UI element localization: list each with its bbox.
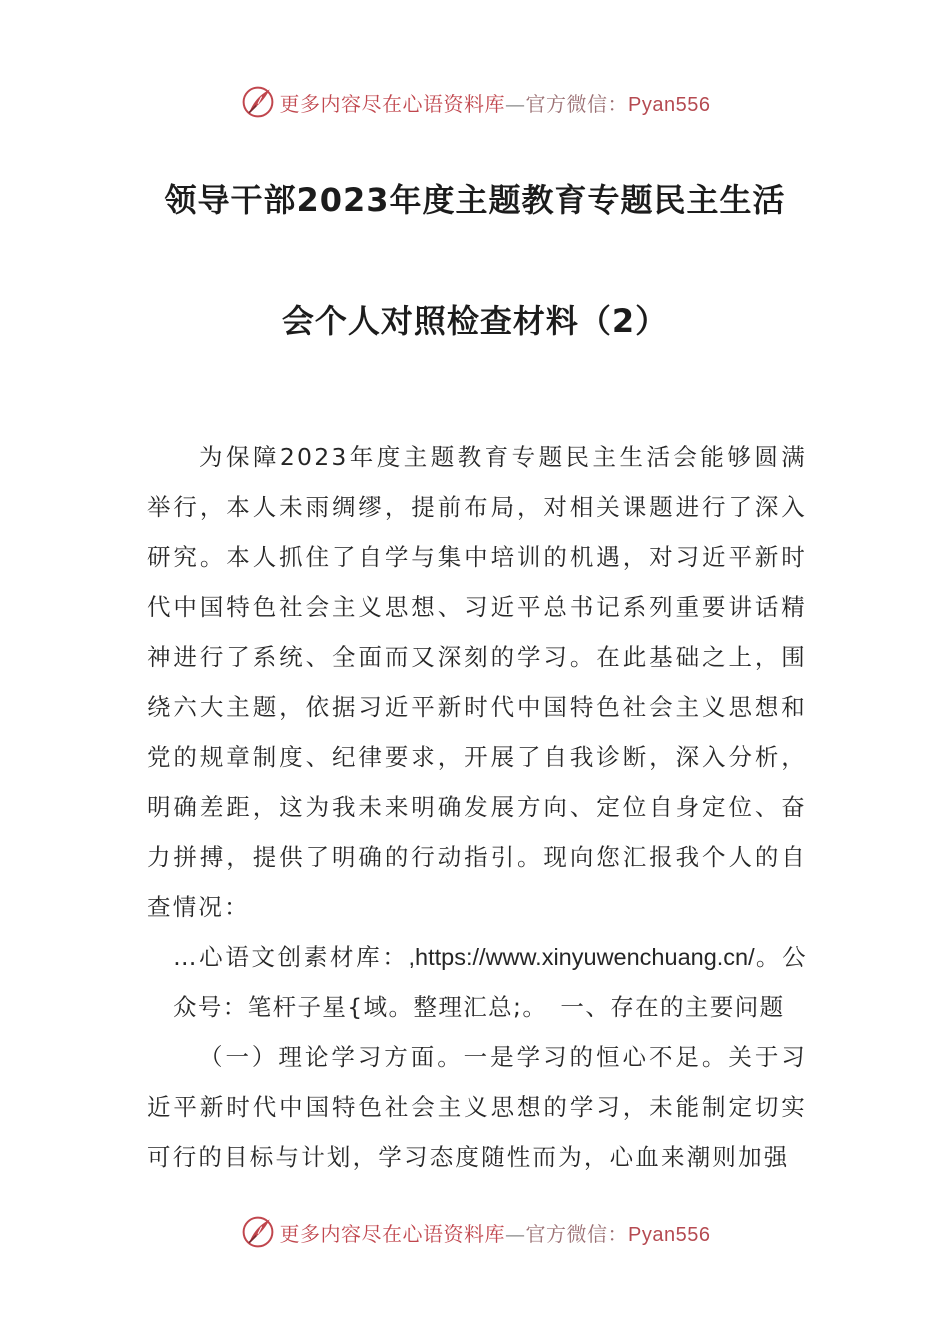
watermark-account: Pyan556 (628, 93, 711, 116)
document-body (147, 432, 807, 1182)
source-suffix: 。公众号：笔杆子星{域。整理汇总;。 一、存在的主要问题 (173, 943, 807, 1021)
quill-logo-icon (240, 1214, 276, 1250)
watermark-wechat-label: 官方微信： (525, 1221, 629, 1246)
watermark-text (280, 1218, 711, 1247)
watermark-site-text: 更多内容尽在心语资料库 (279, 91, 506, 116)
quill-logo-icon (240, 84, 276, 120)
document-title-line-1: 领导干部2023年度主题教育专题民主生活 (164, 181, 786, 219)
document-title-line-2: 会个人对照检查材料（2） (281, 302, 669, 340)
watermark-wechat-label: 官方微信： (525, 91, 629, 116)
source-note-paragraph (147, 932, 807, 1032)
watermark-dash: — (505, 91, 526, 116)
watermark-text (280, 88, 711, 117)
watermark-site-text: 更多内容尽在心语资料库 (279, 1221, 506, 1246)
section-paragraph: （一）理论学习方面。一是学习的恒心不足。关于习近平新时代中国特色社会主义思想的学习，未能制定切实可行的目标与计划，学习态度随性而为，心血来潮则加强 (147, 1043, 807, 1171)
watermark-account: Pyan556 (628, 1223, 711, 1246)
source-url: ,https://www.xinyuwenchuang.cn/ (408, 944, 755, 970)
watermark-dash: — (505, 1221, 526, 1246)
source-prefix: …心语文创素材库： (173, 943, 409, 971)
watermark-banner-top (0, 80, 950, 124)
intro-paragraph: 为保障2023年度主题教育专题民主生活会能够圆满举行，本人未雨绸缪，提前布局，对相关课题进行了深入研究。本人抓住了自学与集中培训的机遇，对习近平新时代中国特色社会主义思想、习近平总书记系列重要讲话精神进行了系统、全面而又深刻的学习。在此基础之上，围绕六大主题，依据习近平新时代中国特色社会主义思想和党的规章制度、纪律要求，开展了自我诊断，深入分析，明确差距，这为我未来明确发展方向、定位自身定位、奋力拼搏，提供了明确的行动指引。现向您汇报我个人的自查情况： (147, 443, 807, 921)
watermark-banner-bottom (0, 1210, 950, 1254)
